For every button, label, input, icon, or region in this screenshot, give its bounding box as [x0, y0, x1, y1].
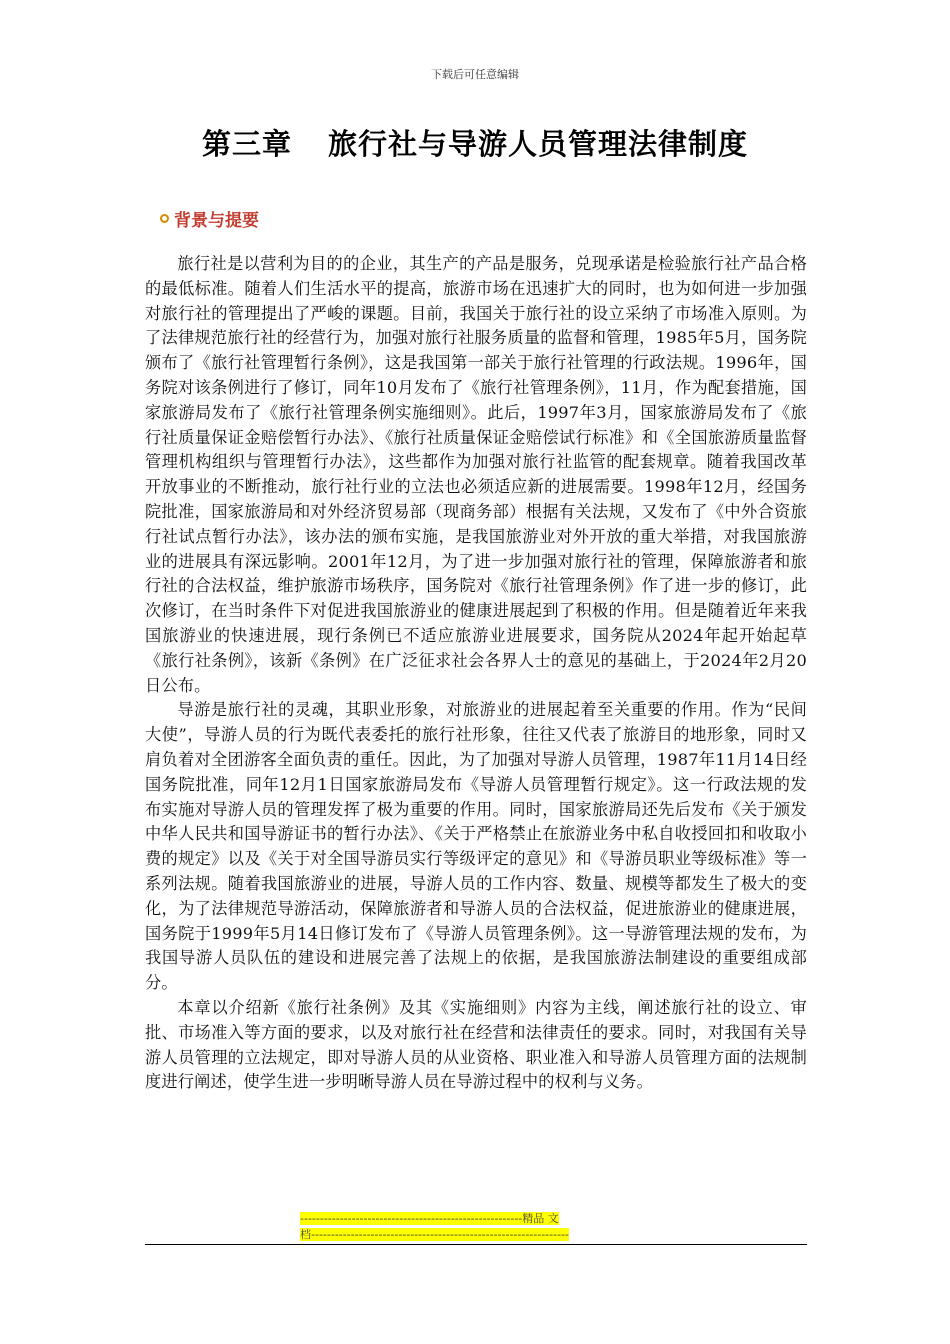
footer-banner-line: 档----------------------------------------------------------------- — [300, 1228, 570, 1241]
footer-banner — [300, 1211, 650, 1243]
paragraph: 本章以介绍新《旅行社条例》及其《实施细则》内容为主线，阐述旅行社的设立、审批、市场准入等方面的要求，以及对旅行社在经营和法律责任的要求。同时，对我国有关导游人员管理的立法规定，即对导游人员的从业资格、职业准入和导游人员管理方面的法规制度进行阐述，使学生进一步明晰导游人员在导游过程中的权利与义务。 — [145, 997, 807, 1092]
section-heading — [160, 206, 259, 231]
paragraph: 旅行社是以营利为目的的企业，其生产的产品是服务，兑现承诺是检验旅行社产品合格的最低标准。随着人们生活水平的提高，旅游市场在迅速扩大的同时，也为如何进一步加强对旅行社的管理提出了严峻的课题。目前，我国关于旅行社的设立采纳了市场准入原则。为了法律规范旅行社的经营行为，加强对旅行社服务质量的监督和管理，1985年5月，国务院颁布了《旅行社管理暂行条例》，这是我国第一部关于旅行社管理的行政法规。1996年，国务院对该条例进行了修订，同年10月发布了《旅行社管理条例》，11月，作为配套措施，国家旅游局发布了《旅行社管理条例实施细则》。此后，1997年3月，国家旅游局发布了《旅行社质量保证金赔偿暂行办法》、《旅行社质量保证金赔偿试行标准》和《全国旅游质量监督管理机构组织与管理暂行办法》，这些都作为加强对旅行社监管的配套规章。随着我国改革开放事业的不断推动，旅行社行业的立法也必须适应新的进展需要。1998年12月，经国务院批准，国家旅游局和对外经济贸易部（现商务部）根据有关法规，又发布了《中外合资旅行社试点暂行办法》，该办法的颁布实施，是我国旅游业对外开放的重大举措，对我国旅游业的进展具有深远影响。2001年12月，为了进一步加强对旅行社的管理，保障旅游者和旅行社的合法权益，维护旅游市场秩序，国务院对《旅行社管理条例》作了进一步的修订，此次修订，在当时条件下对促进我国旅游业的健康进展起到了积极的作用。但是随着近年来我国旅游业的快速进展，现行条例已不适应旅游业进展要求，国务院从2024年起开始起草《旅行社条例》，该新《条例》在广泛征求社会各界人士的意见的基础上，于2024年2月20日公布。 — [145, 254, 807, 695]
body-text — [145, 252, 807, 1095]
chapter-title — [0, 122, 950, 163]
paragraph: 导游是旅行社的灵魂，其职业形象，对旅游业的进展起着至关重要的作用。作为“民间大使”，导游人员的行为既代表委托的旅行社形象，往往又代表了旅游目的地形象，同时又肩负着对全团游客全面负责的重任。因此，为了加强对导游人员管理，1987年11月14日经国务院批准，同年12月1日国家旅游局发布《导游人员管理暂行规定》。这一行政法规的发布实施对导游人员的管理发挥了极为重要的作用。同时，国家旅游局还先后发布《关于颁发中华人民共和国导游证书的暂行办法》、《关于严格禁止在旅游业务中私自收授回扣和收取小费的规定》以及《关于对全国导游员实行等级评定的意见》和《导游员职业等级标准》等一系列法规。随着我国旅游业的进展，导游人员的工作内容、数量、规模等都发生了极大的变化，为了法律规范导游活动，保障旅游者和导游人员的合法权益，促进旅游业的健康进展，国务院于1999年5月14日修订发布了《导游人员管理条例》。这一导游管理法规的发布，为我国导游人员队伍的建设和进展完善了法规上的依据，是我国旅游法制建设的重要组成部分。 — [145, 700, 807, 993]
section-heading-text: 背景与提要 — [174, 211, 259, 231]
circle-bullet-icon — [160, 214, 169, 223]
page-header-note: 下载后可任意编辑 — [431, 68, 519, 81]
chapter-name: 旅行社与导游人员管理法律制度 — [328, 127, 749, 161]
chapter-number: 第三章 — [201, 127, 292, 161]
footer-divider — [145, 1244, 807, 1245]
footer-banner-line: --------------------------------------------------------精品 文 — [300, 1212, 559, 1225]
